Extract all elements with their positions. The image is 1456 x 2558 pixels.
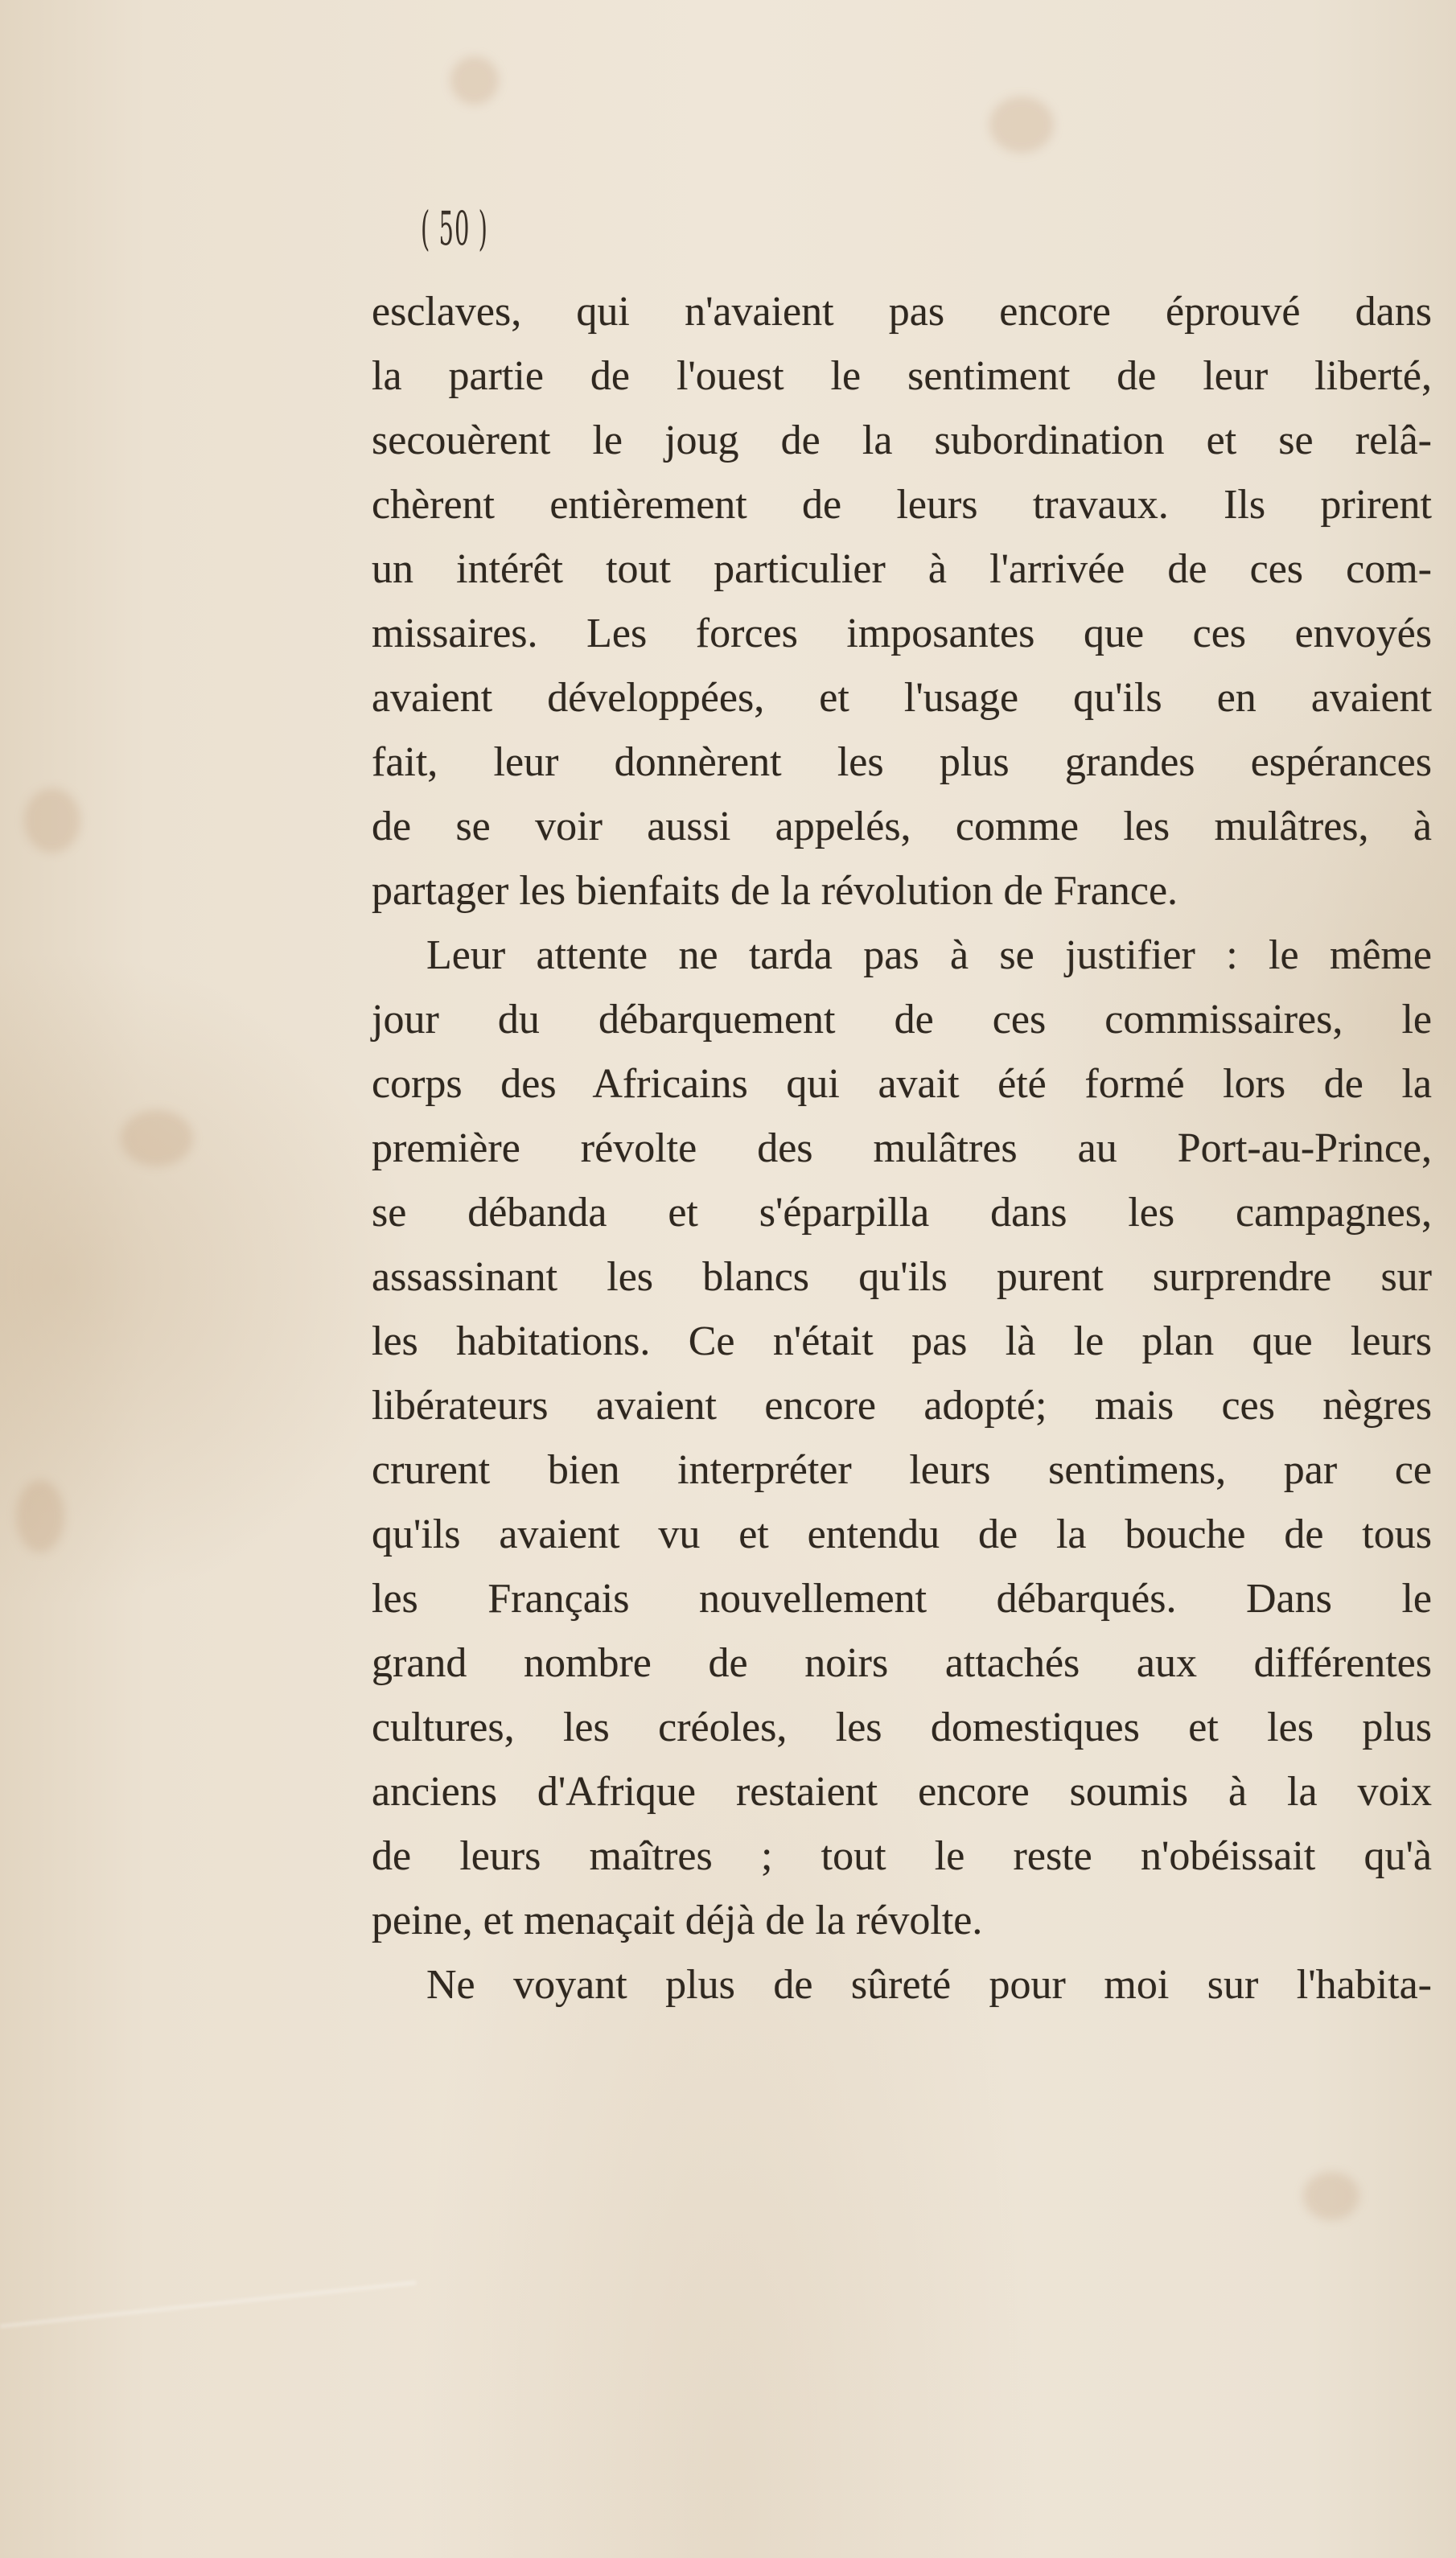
stain-spot [121, 1110, 193, 1166]
text-line: qu'ils avaient vu et entendu de la bouche de tous [372, 1511, 1432, 1557]
text-line: cultures, les créoles, les domestiques et les plus [372, 1705, 1432, 1750]
stain-spot [450, 56, 499, 105]
stain-spot [1303, 2172, 1359, 2220]
text-line: grand nombre de noirs attachés aux différentes [372, 1640, 1432, 1686]
text-line: chèrent entièrement de leurs travaux. Ils prirent [372, 482, 1432, 528]
text-line: partager les bienfaits de la révolution de France. [372, 868, 1178, 914]
text-line: de se voir aussi appelés, comme les mulâtres, à [372, 804, 1432, 849]
text-line: la partie de l'ouest le sentiment de leur liberté, [372, 353, 1432, 399]
text-line: peine, et menaçait déjà de la révolte. [372, 1898, 983, 1943]
text-line: missaires. Les forces imposantes que ces envoyés [372, 611, 1432, 656]
text-line: première révolte des mulâtres au Port-au-Prince, [372, 1125, 1432, 1171]
text-line: secouèrent le joug de la subordination et se relâ- [372, 417, 1432, 463]
stain-spot [16, 1480, 64, 1552]
text-line: crurent bien interpréter leurs sentimens, par ce [372, 1447, 1432, 1493]
text-line: Leur attente ne tarda pas à se justifier : le même [426, 932, 1432, 978]
text-line: anciens d'Afrique restaient encore soumis à la voix [372, 1769, 1432, 1815]
text-line: libérateurs avaient encore adopté; mais ces nègres [372, 1383, 1432, 1429]
text-line: Ne voyant plus de sûreté pour moi sur l'habita- [426, 1962, 1432, 2008]
text-line: les habitations. Ce n'était pas là le plan que leurs [372, 1318, 1432, 1364]
stain-spot [24, 788, 80, 853]
page-number: ( 50 ) [421, 201, 488, 256]
text-line: de leurs maîtres ; tout le reste n'obéissait qu'à [372, 1833, 1432, 1879]
text-line: corps des Africains qui avait été formé lors de la [372, 1061, 1432, 1107]
text-line: fait, leur donnèrent les plus grandes espérances [372, 739, 1432, 785]
text-line: assassinant les blancs qu'ils purent surprendre sur [372, 1254, 1432, 1300]
stain-spot [989, 97, 1054, 153]
paper-crease [0, 2281, 416, 2328]
text-line: jour du débarquement de ces commissaires, le [372, 997, 1432, 1043]
text-line: esclaves, qui n'avaient pas encore éprouvé dans [372, 289, 1432, 335]
text-line: un intérêt tout particulier à l'arrivée de ces com- [372, 546, 1432, 592]
text-line: avaient développées, et l'usage qu'ils en avaient [372, 675, 1432, 721]
text-line: se débanda et s'éparpilla dans les campagnes, [372, 1190, 1432, 1236]
body-text [372, 280, 1432, 2017]
text-line: les Français nouvellement débarqués. Dans le [372, 1576, 1432, 1622]
